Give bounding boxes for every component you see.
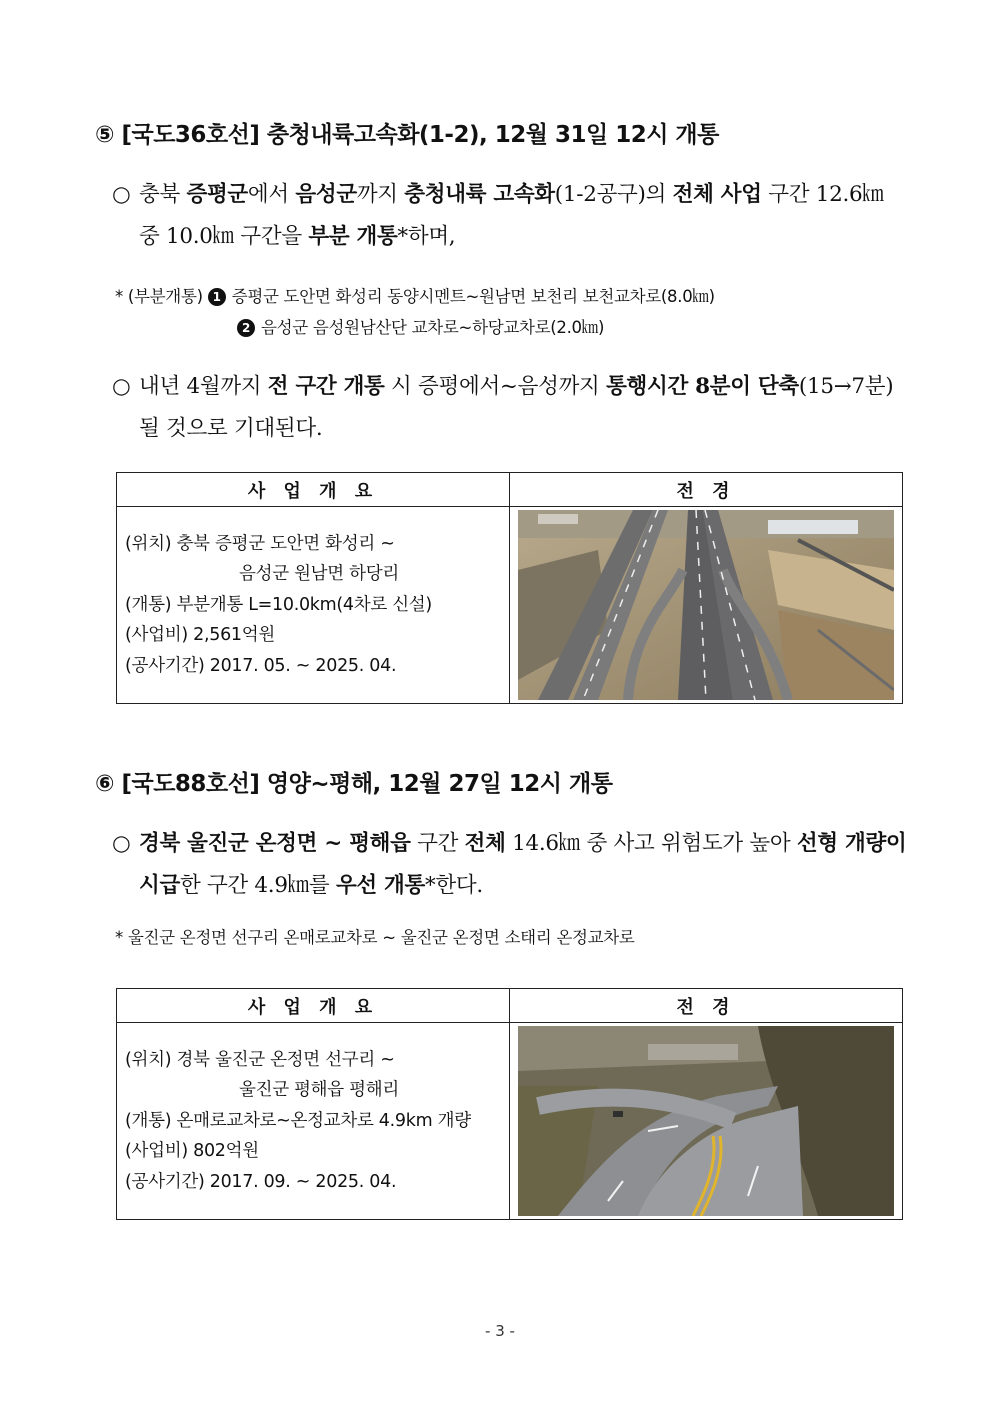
section-6-heading: ⑥ [국도88호선] 영양~평해, 12월 27일 12시 개통: [95, 771, 613, 797]
section-6-overview-table: [116, 988, 903, 1220]
overview-period: (공사기간) 2017. 05. ~ 2025. 04.: [125, 655, 397, 676]
text-run: 통행시간 8분이 단축: [606, 374, 799, 399]
text-run: (15→7분)될 것으로 기대된다.: [139, 374, 894, 441]
road-curve-photo: [518, 1026, 894, 1216]
text-run: 전체 사업: [672, 182, 762, 207]
section-5-heading: ⑤ [국도36호선] 충청내륙고속화(1-2), 12월 31일 12시 개통: [95, 122, 719, 148]
table-header-view: 전 경: [510, 473, 903, 507]
text-run: 경북 울진군 온정면 ~ 평해읍: [139, 831, 411, 856]
text-run: 시 증평에서~음성까지: [384, 374, 607, 399]
overview-opening: (개통) 온매로교차로~온정교차로 4.9km 개량: [125, 1110, 471, 1131]
section-5-paragraph-1: [112, 174, 907, 258]
text-run: 구간 12.6㎞ 중 10.0㎞ 구간을: [139, 182, 884, 249]
section-6-note: * 울진군 온정면 선구리 온매로교차로 ~ 울진군 온정면 소태리 온정교차로: [115, 928, 635, 947]
overview-location-cont: 울진군 평해읍 평해리: [239, 1080, 399, 1101]
text-run: 우선 개통: [335, 873, 425, 898]
note-item-2: 음성군 음성원남산단 교차로~하당교차로(2.0㎞): [261, 318, 605, 337]
text-run: 전 구간 개통: [267, 374, 385, 399]
note-prefix: * (부분개통): [115, 287, 203, 306]
section-5-note-line-1: [115, 283, 715, 307]
text-run: 전체: [464, 831, 506, 856]
section-6-paragraph-1: [112, 823, 907, 907]
text-run: 충청내륙 고속화: [404, 182, 555, 207]
overview-budget: (사업비) 802억원: [125, 1141, 259, 1162]
overview-location: (위치) 경북 울진군 온정면 선구리 ~: [125, 1049, 395, 1070]
text-run: 까지: [356, 182, 405, 207]
note-item-1: 증평군 도안면 화성리 동양시멘트~원남면 보천리 보천교차로(8.0㎞): [231, 287, 715, 306]
table-header-overview: 사 업 개 요: [117, 473, 510, 507]
view-cell: [510, 1023, 903, 1220]
bullet: ○: [112, 182, 131, 207]
overview-location: (위치) 충북 증평군 도안면 화성리 ~: [125, 533, 395, 554]
expressway-aerial-photo: [518, 510, 894, 700]
text-run: 선형 개량이 시급: [139, 831, 907, 898]
section-5-paragraph-2: [112, 366, 907, 450]
page-number: - 3 -: [485, 1322, 515, 1340]
overview-opening: (개통) 부분개통 L=10.0km(4차로 신설): [125, 594, 432, 615]
text-run: 부분 개통: [308, 224, 398, 249]
section-5-note-line-2: [237, 314, 604, 338]
overview-cell: [117, 1023, 510, 1220]
bullet: ○: [112, 374, 131, 399]
text-run: 에서: [247, 182, 296, 207]
text-run: 충북: [139, 182, 187, 207]
text-run: 구간: [410, 831, 465, 856]
table-header-view: 전 경: [510, 989, 903, 1023]
text-run: 증평군: [186, 182, 248, 207]
text-run: 한 구간 4.9㎞를: [179, 873, 336, 898]
overview-location-cont: 음성군 원남면 하당리: [239, 564, 399, 585]
text-run: (1-2공구)의: [554, 182, 673, 207]
overview-period: (공사기간) 2017. 09. ~ 2025. 04.: [125, 1171, 397, 1192]
circled-number-two-icon: 2: [237, 319, 255, 337]
overview-cell: [117, 507, 510, 704]
text-run: 14.6㎞ 중 사고 위험도가 높아: [505, 831, 797, 856]
circled-number-one-icon: 1: [208, 288, 226, 306]
view-cell: [510, 507, 903, 704]
text-run: *한다.: [425, 873, 483, 898]
bullet: ○: [112, 831, 131, 856]
section-5-overview-table: [116, 472, 903, 704]
text-run: *하며,: [397, 224, 456, 249]
overview-budget: (사업비) 2,561억원: [125, 625, 275, 646]
text-run: 내년 4월까지: [139, 374, 268, 399]
text-run: 음성군: [295, 182, 357, 207]
table-header-overview: 사 업 개 요: [117, 989, 510, 1023]
